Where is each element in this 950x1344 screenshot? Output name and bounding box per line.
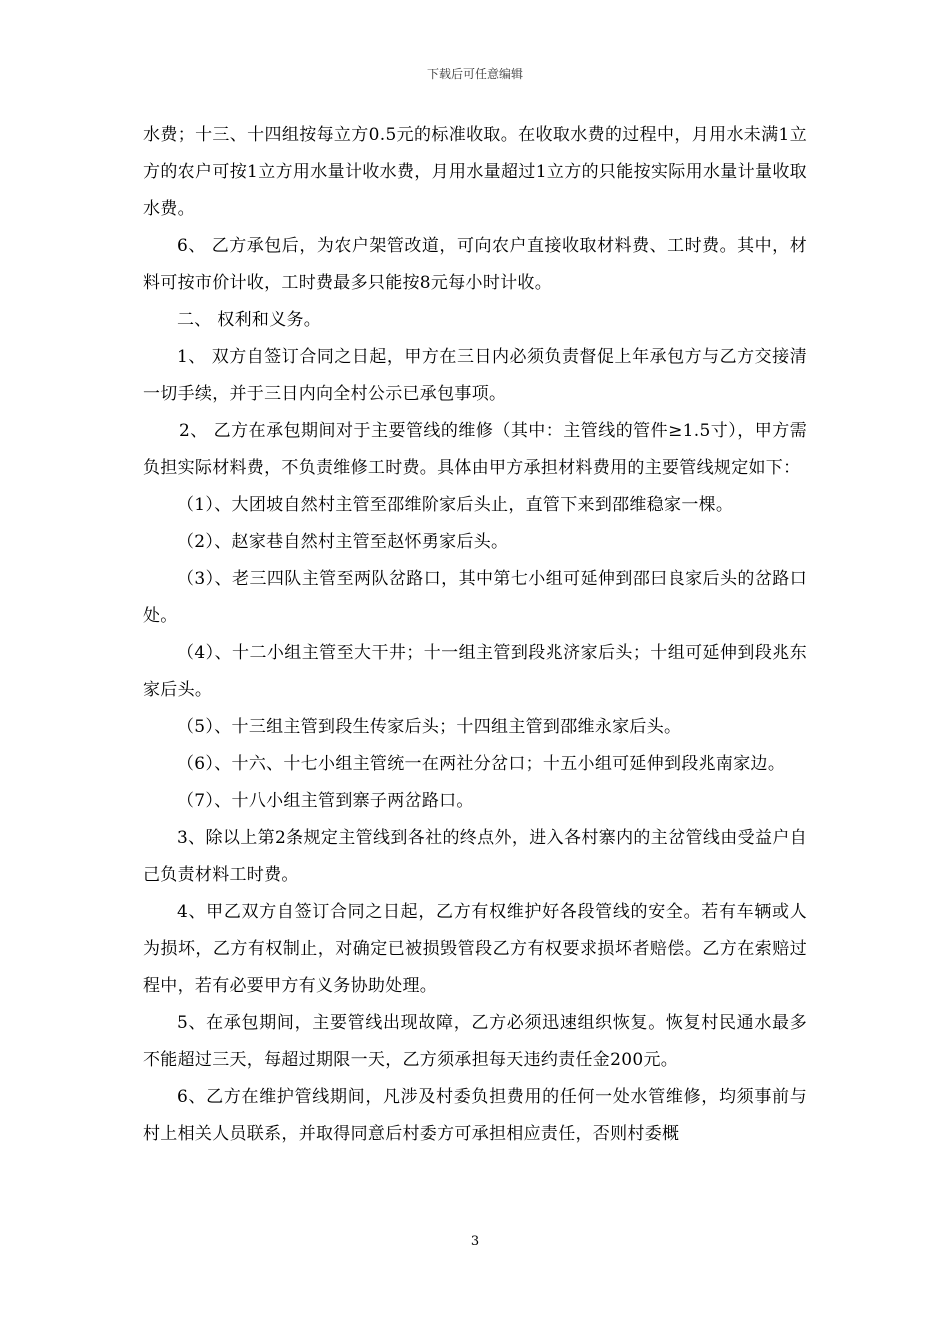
paragraph-rights-item-5: 5、在承包期间，主要管线出现故障，乙方必须迅速组织恢复。恢复村民通水最多不能超过三天，每超过期限一天，乙方须承担每天违约责任金200元。 bbox=[143, 1013, 807, 1070]
page-number: 3 bbox=[470, 1234, 480, 1249]
paragraph-subitem-6: （6）、十六、十七小组主管统一在两社分岔口；十五小组可延伸到段兆南家边。 bbox=[177, 754, 786, 774]
paragraph-item-6-pipe-rerouting: 6、 乙方承包后，为农户架管改道，可向农户直接收取材料费、工时费。其中，材料可按市价计收，工时费最多只能按8元每小时计收。 bbox=[143, 236, 807, 293]
document-body bbox=[143, 117, 807, 1153]
paragraph-water-fee-continued: 水费；十三、十四组按每立方0.5元的标准收取。在收取水费的过程中，月用水未满1立方的农户可按1立方用水量计收水费，月用水量超过1立方的只能按实际用水量计量收取水费。 bbox=[143, 125, 807, 219]
paragraph-subitem-5: （5）、十三组主管到段生传家后头；十四组主管到邵维永家后头。 bbox=[177, 717, 682, 737]
page-header: 下载后可任意编辑 bbox=[426, 67, 523, 81]
paragraph-subitem-4: （4）、十二小组主管至大干井；十一组主管到段兆济家后头；十组可延伸到段兆东家后头。 bbox=[143, 643, 807, 700]
paragraph-rights-item-6: 6、乙方在维护管线期间，凡涉及村委负担费用的任何一处水管维修，均须事前与村上相关人员联系，并取得同意后村委方可承担相应责任，否则村委概 bbox=[143, 1087, 807, 1144]
paragraph-rights-item-2: 2、 乙方在承包期间对于主要管线的维修（其中：主管线的管件≥1.5寸），甲方需负担实际材料费，不负责维修工时费。具体由甲方承担材料费用的主要管线规定如下： bbox=[143, 421, 807, 478]
paragraph-subitem-2: （2）、赵家巷自然村主管至赵怀勇家后头。 bbox=[177, 532, 509, 552]
paragraph-rights-item-3: 3、除以上第2条规定主管线到各社的终点外，进入各村寨内的主岔管线由受益户自己负责材料工时费。 bbox=[143, 828, 807, 885]
paragraph-subitem-3: （3）、老三四队主管至两队岔路口，其中第七小组可延伸到邵曰良家后头的岔路口处。 bbox=[143, 569, 807, 626]
paragraph-subitem-7: （7）、十八小组主管到寨子两岔路口。 bbox=[177, 791, 474, 811]
paragraph-rights-item-1: 1、 双方自签订合同之日起，甲方在三日内必须负责督促上年承包方与乙方交接清一切手续，并于三日内向全村公示已承包事项。 bbox=[143, 347, 807, 404]
paragraph-rights-item-4: 4、甲乙双方自签订合同之日起，乙方有权维护好各段管线的安全。若有车辆或人为损坏，乙方有权制止，对确定已被损毁管段乙方有权要求损坏者赔偿。乙方在索赔过程中，若有必要甲方有义务协助处理。 bbox=[143, 902, 807, 996]
paragraph-subitem-1: （1）、大团坡自然村主管至邵维阶家后头止，直管下来到邵维稳家一棵。 bbox=[177, 495, 734, 515]
section-heading-rights-obligations: 二、 权利和义务。 bbox=[177, 310, 322, 330]
